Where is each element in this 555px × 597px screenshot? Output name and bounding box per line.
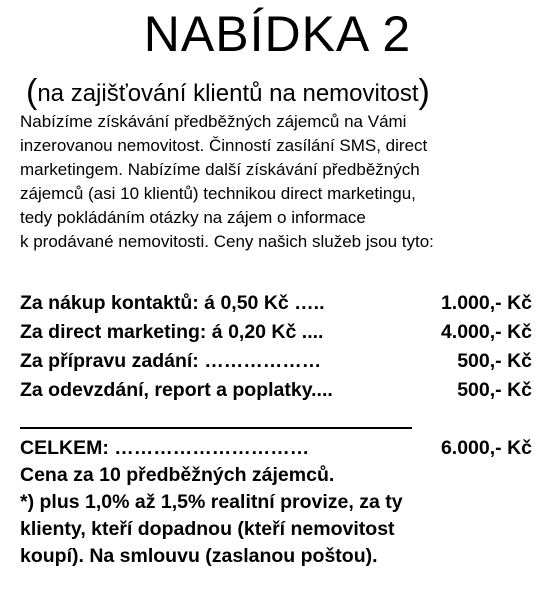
note-line: koupí). Na smlouvu (zaslanou poštou). [20,545,378,567]
price-amount: 4.000,- Kč [440,321,532,343]
intro-line: Nabízíme získávání předběžných zájemců na Vámi [20,112,407,131]
document-subtitle [26,74,430,112]
intro-line: k prodávané nemovitosti. Ceny našich služeb jsou tyto: [20,232,434,251]
price-label: Za odevzdání, report a poplatky.... [20,379,333,401]
intro-line: zájemců (asi 10 klientů) technikou direct marketingu, [20,184,416,203]
total-divider [20,427,412,429]
price-label: Za nákup kontaktů: á 0,50 Kč ….. [20,292,325,314]
intro-line: inzerovanou nemovitost. Činností zasílání SMS, direct [20,136,428,155]
price-amount: 500,- Kč [457,350,532,372]
document-title: NABÍDKA 2 [143,6,412,62]
notes-block [20,462,545,570]
note-line: *) plus 1,0% až 1,5% realitní provize, za ty [20,491,403,513]
price-label: Za direct marketing: á 0,20 Kč .... [20,321,324,343]
intro-line: tedy pokládáním otázky na zájem o informace [20,208,366,227]
total-amount: 6.000,- Kč [440,437,532,459]
price-row [20,376,540,405]
note-line: klienty, kteří dopadnou (kteří nemovitost [20,518,395,540]
total-label: CELKEM: ………………………… [20,437,310,459]
total-row [20,434,540,463]
price-amount: 1.000,- Kč [440,292,532,314]
price-row [20,318,540,347]
subtitle-close-paren: ) [418,73,430,111]
price-label: Za přípravu zadání: ……………… [20,350,322,372]
price-row [20,347,540,376]
note-line: Cena za 10 předběžných zájemců. [20,464,335,486]
price-list [20,289,540,405]
intro-line: marketingem. Nabízíme další získávání předběžných [20,160,420,179]
price-amount: 500,- Kč [457,379,532,401]
price-row [20,289,540,318]
intro-paragraph [20,110,540,254]
subtitle-open-paren: ( [26,73,38,111]
subtitle-text: na zajišťování klientů na nemovitost [37,80,419,107]
